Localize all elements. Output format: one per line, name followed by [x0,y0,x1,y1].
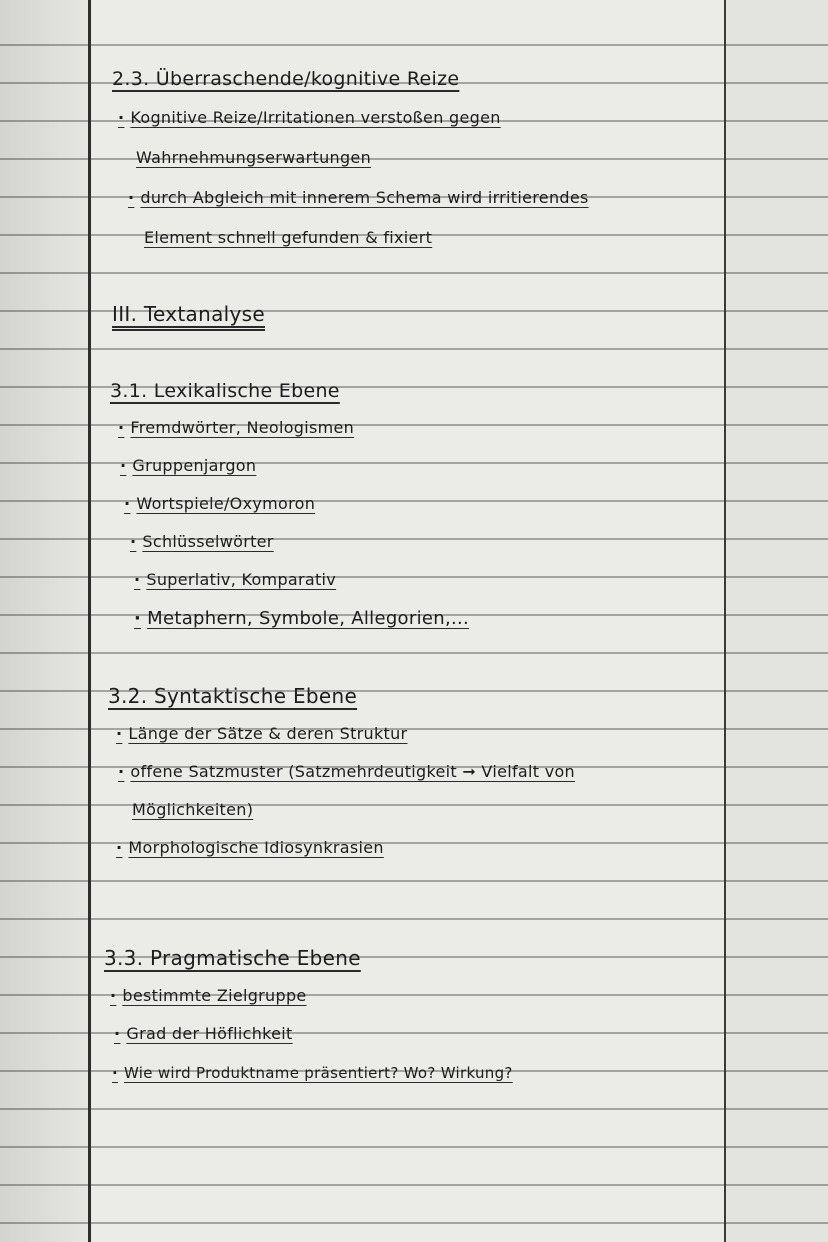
note-line: Element schnell gefunden & fixiert [144,228,433,247]
list-item: · Wortspiele/Oxymoron [124,494,315,513]
list-item: · Superlativ, Komparativ [134,570,336,589]
right-margin-line [724,0,726,1242]
heading-2-3: 2.3. Überraschende/kognitive Reize [112,68,460,90]
list-item: · Grad der Höflichkeit [114,1024,293,1043]
list-item: · Gruppenjargon [120,456,256,475]
list-item: · Wie wird Produktname präsentiert? Wo? Wirkung? [112,1064,513,1082]
note-line: · Kognitive Reize/Irritationen verstoßen gegen [118,108,501,127]
list-item: · bestimmte Zielgruppe [110,986,307,1005]
note-line: · Morphologische Idiosynkrasien [116,838,384,857]
note-line: Wahrnehmungserwartungen [136,148,372,167]
page-shadow-right [726,0,828,1242]
list-item: · Schlüsselwörter [130,532,274,551]
note-line: · durch Abgleich mit innerem Schema wird irritierendes [128,188,589,207]
note-line: · offene Satzmuster (Satzmehrdeutigkeit ➞ Vielfalt von [118,762,575,781]
heading-3-3: 3.3. Pragmatische Ebene [104,946,361,970]
list-item: · Fremdwörter, Neologismen [118,418,354,437]
page-shadow-left [0,0,92,1242]
heading-3-2: 3.2. Syntaktische Ebene [108,684,358,708]
note-line: Möglichkeiten) [132,800,254,819]
heading-iii-textanalyse: III. Textanalyse [112,302,265,326]
heading-3-1: 3.1. Lexikalische Ebene [110,380,340,402]
note-line: · Länge der Sätze & deren Struktur [116,724,407,743]
list-item: · Metaphern, Symbole, Allegorien,... [134,608,469,629]
left-margin-line [88,0,91,1242]
